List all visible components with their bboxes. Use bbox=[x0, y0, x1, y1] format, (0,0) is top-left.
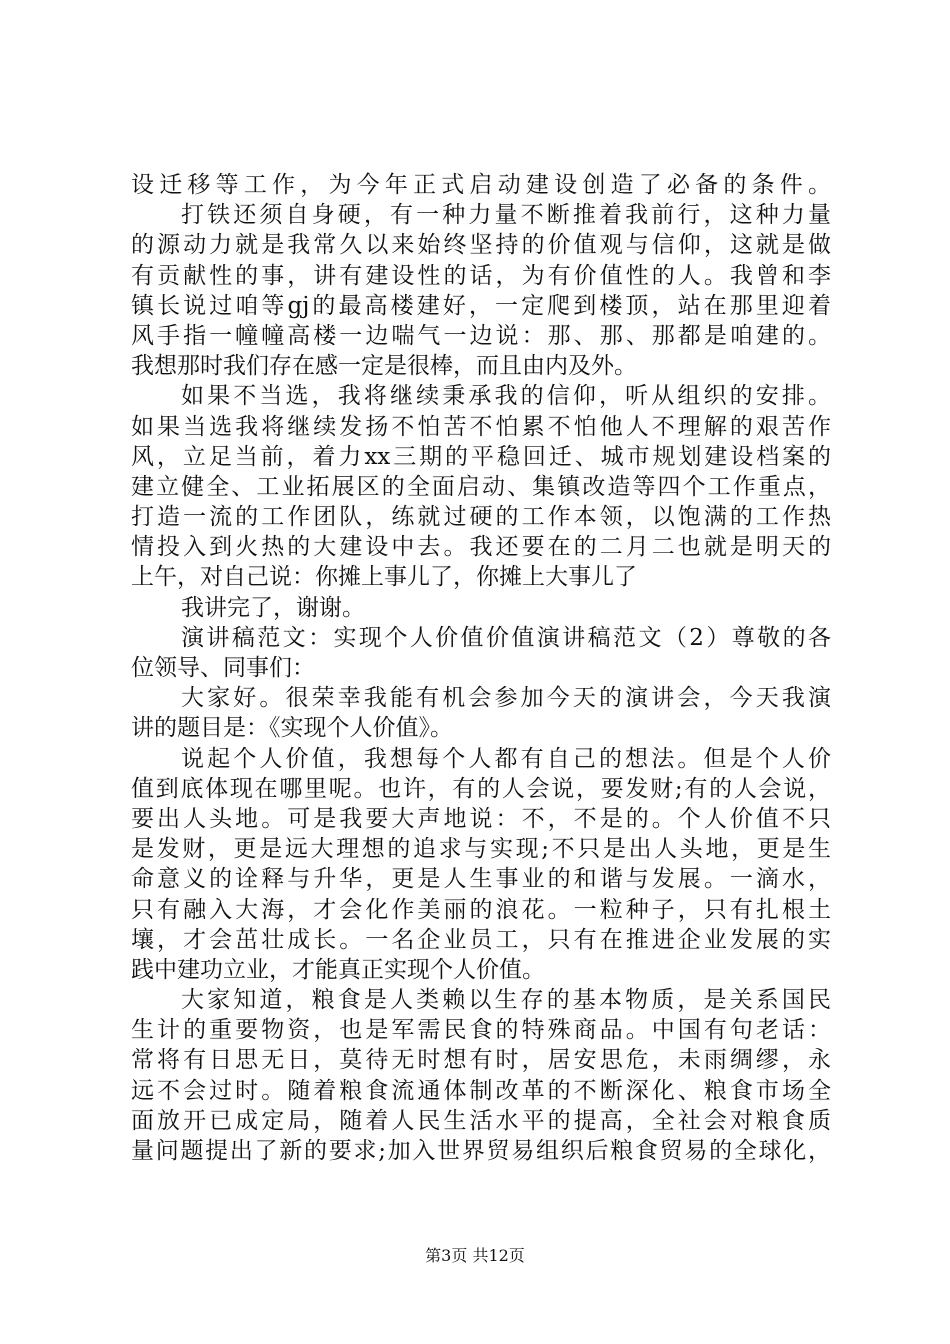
text-line: 面放开已成定局，随着人民生活水平的提高，全社会对粮食质 bbox=[131, 1107, 831, 1134]
text-line: 量问题提出了新的要求;加入世界贸易组织后粮食贸易的全球化， bbox=[131, 1138, 831, 1164]
paragraph-first-line: 大家好。很荣幸我能有机会参加今天的演讲会，今天我演 bbox=[181, 685, 831, 712]
paragraph-first-line: 说起个人价值，我想每个人都有自己的想法。但是个人价 bbox=[181, 745, 831, 772]
paragraph-last-line: 位领导、同事们： bbox=[131, 655, 315, 681]
text-line: 有贡献性的事，讲有建设性的话，为有价值性的人。我曾和李 bbox=[131, 262, 831, 289]
text-line: 壤，才会茁壮成长。一名企业员工，只有在推进企业发展的实 bbox=[131, 926, 831, 953]
paragraph-first-line: 大家知道，粮食是人类赖以生存的基本物质，是关系国民 bbox=[181, 987, 831, 1014]
paragraph-first-line: 打铁还须自身硬，有一种力量不断推着我前行，这种力量 bbox=[181, 202, 831, 229]
text-line: 建立健全、工业拓展区的全面启动、集镇改造等四个工作重点， bbox=[131, 473, 831, 500]
text-line: 风手指一幢幢高楼一边喘气一边说：那、那、那都是咱建的。 bbox=[131, 322, 831, 349]
text-line: 远不会过时。随着粮食流通体制改革的不断深化、粮食市场全 bbox=[131, 1077, 831, 1104]
page-number-footer: 第3页 共12页 bbox=[425, 1246, 525, 1265]
text-line: 镇长说过咱等gj的最高楼建好，一定爬到楼顶，站在那里迎着 bbox=[131, 292, 831, 319]
paragraph-last-line: 我想那时我们存在感一定是很棒，而且由内及外。 bbox=[131, 353, 637, 380]
text-line: 常将有日思无日，莫待无时想有时，居安思危，未雨绸缪，永 bbox=[131, 1047, 831, 1074]
text-line: 的源动力就是我常久以来始终坚持的价值观与信仰，这就是做 bbox=[131, 232, 831, 259]
paragraph-first-line: 演讲稿范文：实现个人价值价值演讲稿范文（2）尊敬的各 bbox=[181, 624, 831, 651]
text-line: 是发财，更是远大理想的追求与实现;不只是出人头地，更是生 bbox=[131, 836, 831, 863]
text-line: 如果当选我将继续发扬不怕苦不怕累不怕他人不理解的艰苦作 bbox=[131, 413, 831, 440]
text-line: 情投入到火热的大建设中去。我还要在的二月二也就是明天的 bbox=[131, 534, 831, 561]
paragraph-last-line: 讲的题目是：《实现个人价值》。 bbox=[131, 715, 453, 742]
text-line: 要出人头地。可是我要大声地说：不，不是的。个人价值不只 bbox=[131, 805, 831, 832]
paragraph-first-line: 如果不当选，我将继续秉承我的信仰，听从组织的安排。 bbox=[181, 383, 831, 410]
text-line: 生计的重要物资，也是军需民食的特殊商品。中国有句老话： bbox=[131, 1017, 831, 1044]
text-line: 命意义的诠释与升华，更是人生事业的和谐与发展。一滴水， bbox=[131, 866, 831, 893]
paragraph-last-line: 上午，对自己说：你摊上事儿了，你摊上大事儿了 bbox=[131, 564, 637, 591]
text-line: 风，立足当前，着力xx三期的平稳回迁、城市规划建设档案的 bbox=[131, 443, 831, 470]
document-body bbox=[131, 170, 831, 1166]
text-line: 设迁移等工作，为今年正式启动建设创造了必备的条件。 bbox=[131, 172, 831, 198]
paragraph-single-line: 我讲完了，谢谢。 bbox=[181, 594, 365, 621]
text-line: 值到底体现在哪里呢。也许，有的人会说，要发财;有的人会说， bbox=[131, 775, 831, 802]
text-line: 只有融入大海，才会化作美丽的浪花。一粒种子，只有扎根土 bbox=[131, 896, 831, 923]
text-line: 打造一流的工作团队，练就过硬的工作本领，以饱满的工作热 bbox=[131, 504, 831, 531]
paragraph-last-line: 践中建功立业，才能真正实现个人价值。 bbox=[131, 956, 545, 983]
